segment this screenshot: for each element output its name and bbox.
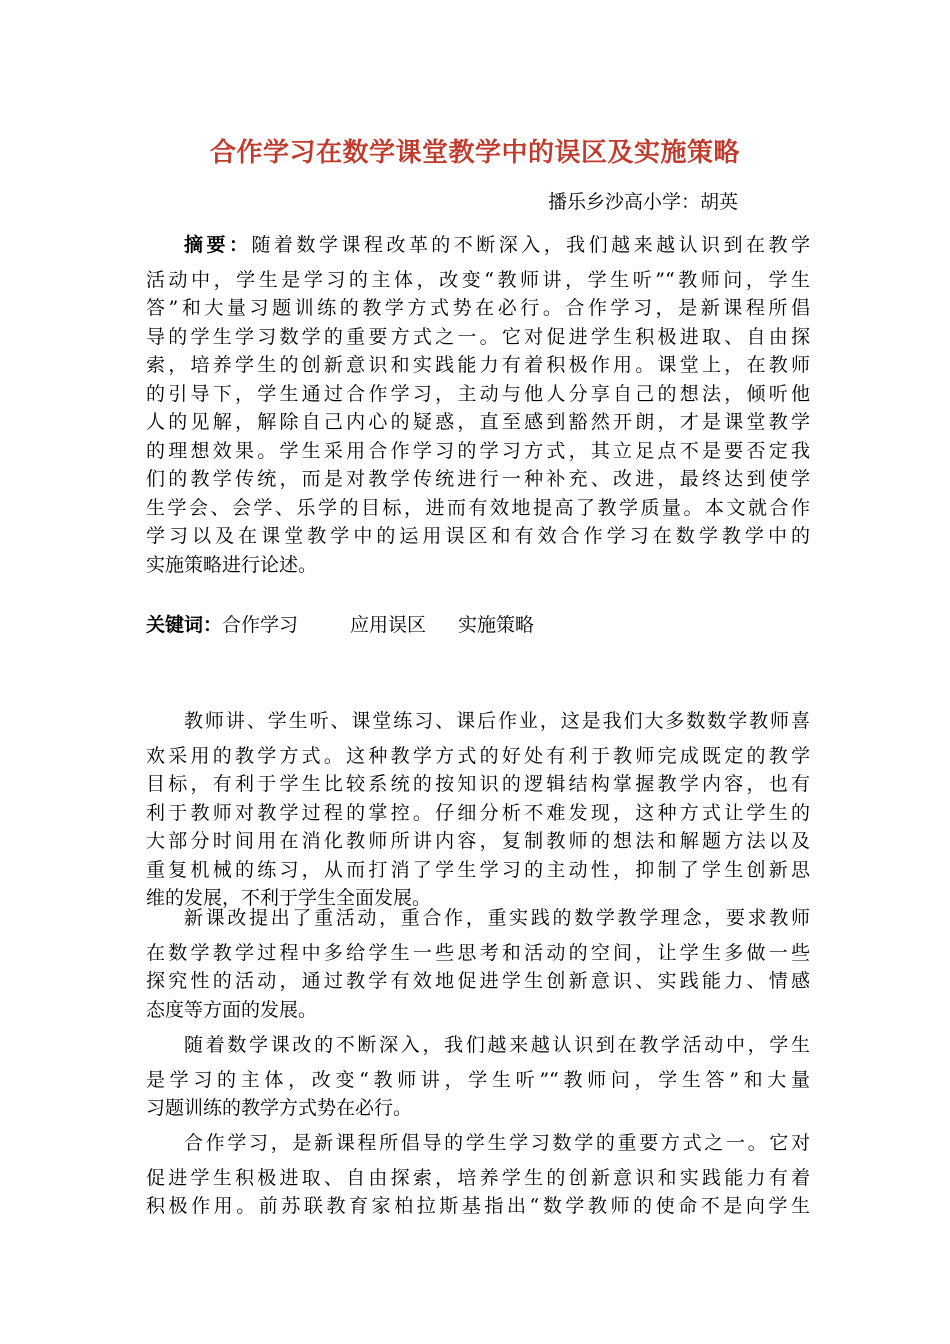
body-line: 积极作用。前苏联教育家柏拉斯基指出“数学教师的使命不是向学生 xyxy=(146,1195,810,1217)
body-line: 重复机械的练习，从而打消了学生学习的主动性，抑制了学生创新思 xyxy=(146,858,810,881)
body-line: 随着数学课改的不断深入，我们越来越认识到在教学活动中，学生 xyxy=(184,1034,810,1056)
body-paragraph xyxy=(146,1031,810,1123)
body-line: 教师讲、学生听、课堂练习、课后作业，这是我们大多数数学教师喜 xyxy=(184,710,810,732)
body-line: 目标，有利于学生比较系统的按知识的逻辑结构掌握教学内容，也有 xyxy=(146,773,810,795)
abstract-line: 导的学生学习数学的重要方式之一。它对促进学生积极进取、自由探 xyxy=(146,325,810,348)
body-paragraph xyxy=(146,904,810,1024)
body-line: 维的发展，不利于学生全面发展。 xyxy=(146,887,432,909)
body-paragraph xyxy=(146,707,810,913)
body-paragraph xyxy=(146,1129,810,1221)
body-line: 在数学教学过程中多给学生一些思考和活动的空间，让学生多做一些 xyxy=(146,941,810,964)
abstract-line: 的理想效果。学生采用合作学习的学习方式，其立足点不是要否定我 xyxy=(146,439,810,462)
body-line: 促进学生积极进取、自由探索，培养学生的创新意识和实践能力有着 xyxy=(146,1166,810,1189)
keyword-item: 合作学习 xyxy=(222,614,299,636)
abstract-line: 活动中，学生是学习的主体，改变“教师讲，学生听”“教师问，学生 xyxy=(146,268,810,291)
body-line: 大部分时间用在消化教师所讲内容，复制教师的想法和解题方法以及 xyxy=(146,830,810,852)
body-line: 欢采用的教学方式。这种教学方式的好处有利于教师完成既定的教学 xyxy=(146,744,810,767)
body-line: 态度等方面的发展。 xyxy=(146,998,318,1021)
abstract-line: 答”和大量习题训练的教学方式势在必行。合作学习，是新课程所倡 xyxy=(146,297,810,319)
abstract-line: 学习以及在课堂教学中的运用误区和有效合作学习在数学教学中的 xyxy=(146,525,810,547)
abstract-line: 摘要：随着数学课程改革的不断深入，我们越来越认识到在教学 xyxy=(184,234,810,256)
abstract-line: 人的见解，解除自己内心的疑惑，直至感到豁然开朗，才是课堂教学 xyxy=(146,411,810,433)
abstract-line: 索，培养学生的创新意识和实践能力有着积极作用。课堂上，在教师 xyxy=(146,354,810,376)
document-title: 合作学习在数学课堂教学中的误区及实施策略 xyxy=(209,138,740,168)
abstract-line: 实施策略进行论述。 xyxy=(146,553,318,576)
body-line: 合作学习，是新课程所倡导的学生学习数学的重要方式之一。它对 xyxy=(184,1132,810,1154)
abstract-line: 们的教学传统，而是对教学传统进行一种补充、改进，最终达到使学 xyxy=(146,468,810,490)
body-line: 利于教师对教学过程的掌控。仔细分析不难发现，这种方式让学生的 xyxy=(146,801,810,824)
abstract-paragraph xyxy=(146,231,810,579)
keyword-item: 实施策略 xyxy=(458,614,535,636)
body-line: 新课改提出了重活动，重合作，重实践的数学教学理念，要求教师 xyxy=(184,907,810,929)
abstract-line: 生学会、会学、乐学的目标，进而有效地提高了教学质量。本文就合作 xyxy=(146,496,810,519)
abstract-line: 的引导下，学生通过合作学习，主动与他人分享自己的想法，倾听他 xyxy=(146,382,810,405)
body-line: 探究性的活动，通过教学有效地促进学生创新意识、实践能力、情感 xyxy=(146,970,810,992)
keywords-label: 关键词： xyxy=(146,614,223,636)
author-line: 播乐乡沙高小学：胡英 xyxy=(548,191,739,213)
abstract-label: 摘要： xyxy=(184,234,252,256)
keyword-item: 应用误区 xyxy=(350,614,427,636)
body-line: 是学习的主体，改变“教师讲，学生听”“教师问，学生答”和大量 xyxy=(146,1068,810,1091)
body-line: 习题训练的教学方式势在必行。 xyxy=(146,1097,413,1119)
keywords-line xyxy=(146,610,534,637)
